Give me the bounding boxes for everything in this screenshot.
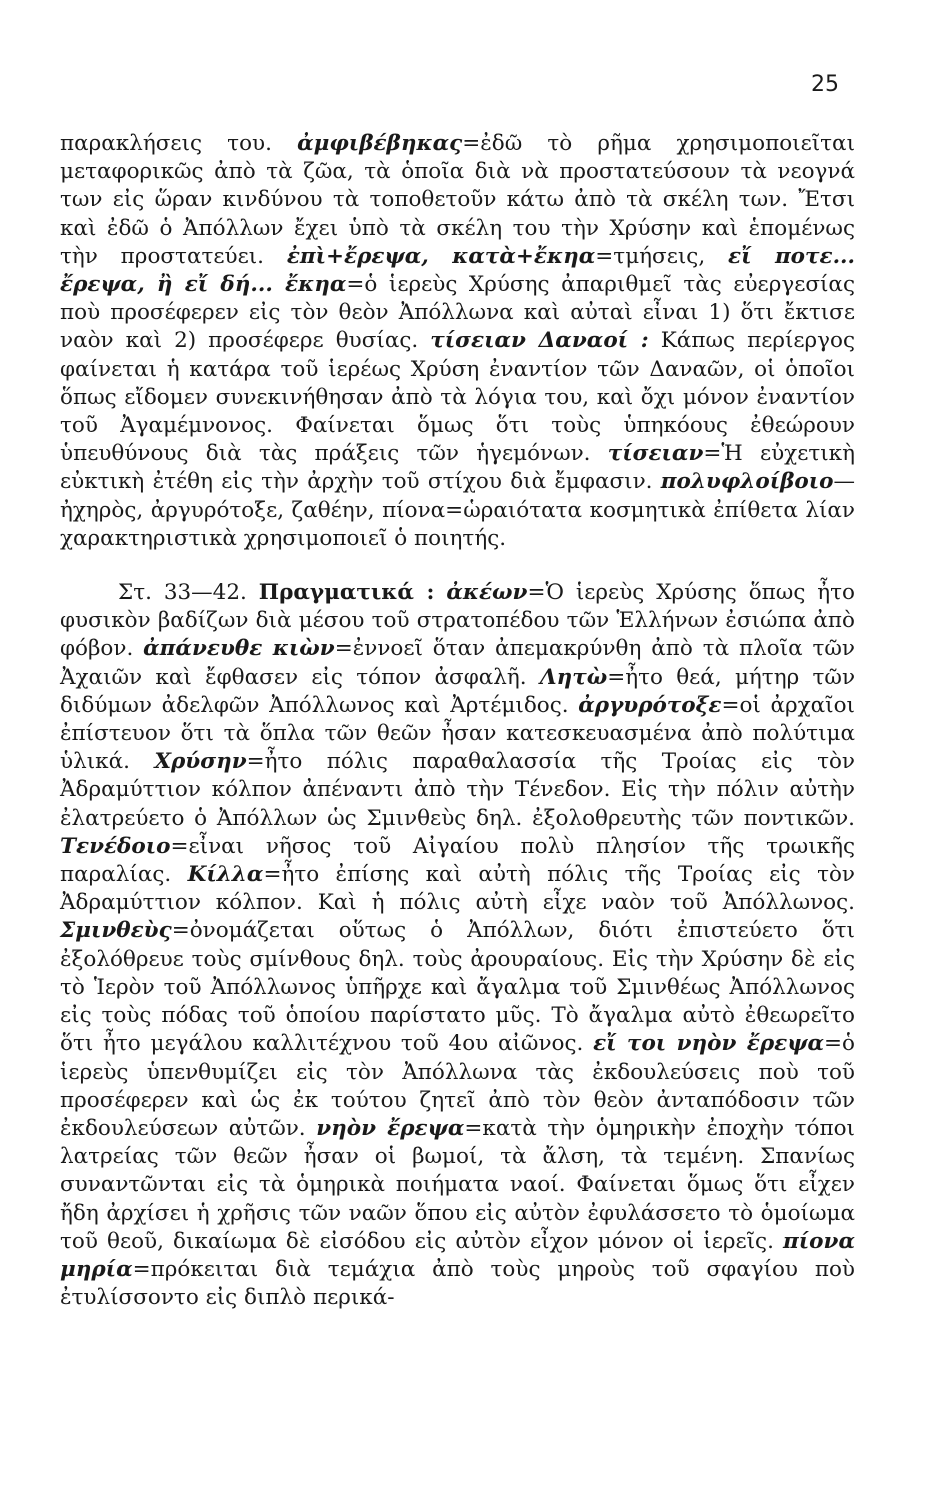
text-run: =ὁ ἱερεὺς ὑπενθυμίζει εἰς τὸν Ἀπόλλωνα τὰς ἐκδουλεύσεις ποὺ τοῦ προσέφερεν καὶ ὡς ἐκ τούτου ζητεῖ ἀπὸ τὸν θεὸν ἀνταπόδοσιν τῶν ἐκδουλεύσεων αὐτῶν. [60, 1031, 855, 1141]
term: Χρύσην [154, 749, 247, 775]
text-run: =ἦτο θεά, μήτηρ τῶν διδύμων ἀδελφῶν Ἀπόλλωνος καὶ Ἀρτέμιδος. [60, 664, 856, 718]
term: Κίλλα [187, 862, 264, 888]
text-run: παρακλήσεις του. [60, 131, 298, 156]
text-run: =Ἡ εὐχετικὴ εὐκτικὴ ἐτέθη εἰς τὴν ἀρχὴν τοῦ στίχου διὰ ἔμφασιν. [60, 441, 855, 495]
term: ἀκέων [446, 580, 528, 606]
text-run: =Ὁ ἱερεὺς Χρύσης ὅπως ἦτο φυσικὸν βαδίζων διὰ μέσου τοῦ στρατοπέδου τῶν Ἑλλήνων ἐσιώπα ἀπὸ φόβον. [60, 580, 855, 662]
term: πολυφλοίβοιο [660, 469, 834, 495]
term: πίονα μηρία [60, 1228, 855, 1282]
text-run: =ἦτο πόλις παραθαλασσία τῆς Τροίας εἰς τὸν Ἀδραμύττιον κόλπον ἀπέναντι ἀπὸ τὴν Τένεδον. Εἰς τὴν πόλιν αὐτὴν ἐλατρεύετο ὁ Ἀπόλλων ὡς Σμινθεὺς δηλ. ἐξολοθρευτὴς τῶν ποντικῶν. [60, 749, 855, 831]
text-run: =ἐδῶ τὸ ρῆμα χρησιμοποιεῖται μεταφορικῶς ἀπὸ τὰ ζῶα, τὰ ὁποῖα διὰ νὰ προστατεύσουν τὰ νεογνά των εἰς ὥραν κινδύνου τὰ τοποθετοῦν κάτω ἀπὸ τὰ σκέλη των. Ἔτσι καὶ ἐδῶ ὁ Ἀπόλλων ἔχει ὑπὸ τὰ σκέλη του τὴν Χρύσην καὶ ἑπομένως τὴν προστατεύει. [60, 131, 855, 269]
term: Λητὼ [539, 664, 608, 690]
commentary-text [60, 130, 855, 1312]
term: ἀπάνευθε κιὼν [143, 636, 335, 662]
term: ἀργυρότοξε [578, 692, 722, 718]
term: εἴ ποτε... ἔρεψα, ἢ εἴ δή... ἔκηα [60, 243, 856, 298]
term: ἀμφιβέβηκας [297, 131, 463, 156]
term: νηὸν ἔρεψα [316, 1115, 465, 1141]
text-run: =ὁ ἱερεὺς Χρύσης ἀπαριθμεῖ τὰς εὐεργεσίας ποὺ προσέφερεν εἰς τὸν θεὸν Ἀπόλλωνα καὶ αὐταὶ εἶναι 1) ὅτι ἔκτισε ναὸν καὶ 2) προσέφερε θυσίας. [60, 272, 855, 354]
term: Σμινθεὺς [60, 918, 172, 944]
paragraph-2 [60, 579, 855, 1312]
term: τίσειαν [607, 441, 704, 467]
text-run: =ἐννοεῖ ὅταν ἀπεμακρύνθη ἀπὸ τὰ πλοῖα τῶν Ἀχαιῶν καὶ ἔφθασεν εἰς τόπον ἀσφαλῆ. [60, 636, 855, 690]
term: εἴ τοι νηὸν ἔρεψα [593, 1031, 825, 1057]
term: τίσειαν Δαναοί : [430, 328, 649, 354]
section-label: Πραγματικά : [258, 580, 435, 606]
text-run: Στ. 33—42. [118, 580, 259, 606]
text-run: =εἶναι νῆσος τοῦ Αἰγαίου πολὺ πλησίον τῆς τρωικῆς παραλίας. [60, 833, 855, 888]
text-run: =ἦτο ἐπίσης καὶ αὐτὴ πόλις τῆς Τροίας εἰς τὸν Ἀδραμύττιον κόλπον. Καὶ ἡ πόλις αὐτὴ εἶχε ναὸν τοῦ Ἀπόλλωνος. [60, 862, 856, 916]
text-run: =πρόκειται διὰ τεμάχια ἀπὸ τοὺς μηροὺς τοῦ σφαγίου ποὺ ἐτυλίσσοντο εἰς διπλὸ περικά- [60, 1256, 855, 1311]
paragraph-1 [60, 130, 855, 553]
text-run: =ὀνομάζεται οὕτως ὁ Ἀπόλλων, διότι ἐπιστεύετο ὅτι ἐξολόθρευε τοὺς σμίνθους δηλ. τοὺς ἀρουραίους. Εἰς τὴν Χρύσην δὲ εἰς τὸ Ἱερὸν τοῦ Ἀπόλλωνος ὑπῆρχε καὶ ἄγαλμα τοῦ Σμινθέως Ἀπόλλωνος εἰς τοὺς πόδας τοῦ ὁποίου παρίστατο μῦς. Τὸ ἄγαλμα αὐτὸ ἐθεωρεῖτο ὅτι ἦτο μεγάλου καλλιτέχνου τοῦ 4ου αἰῶνος. [60, 918, 855, 1057]
text-run: =οἱ ἀρχαῖοι ἐπίστευον ὅτι τὰ ὅπλα τῶν θεῶν ἦσαν κατεσκευασμένα ἀπὸ πολύτιμα ὑλικά. [60, 692, 855, 775]
page-number: 25 [811, 72, 839, 97]
text-run: =τμήσεις, [595, 243, 728, 269]
text-run: Κάπως περίεργος φαίνεται ἡ κατάρα τοῦ ἱερέως Χρύση ἐναντίον τῶν Δαναῶν, οἱ ὁποῖοι ὅπως εἴδομεν συνεκινήθησαν ἀπὸ τὰ λόγια του, καὶ ὄχι μόνον ἐναντίον τοῦ Ἀγαμέμνονος. Φαίνεται ὅμως ὅτι τοὺς ὑπηκόους ἐθεώρουν ὑπευθύνους διὰ τὰς πράξεις τῶν ἡγεμόνων. [60, 328, 856, 467]
text-run: =κατὰ τὴν ὁμηρικὴν ἐποχὴν τόποι λατρείας τῶν θεῶν ἦσαν οἱ βωμοί, τὰ ἄλση, τὰ τεμένη. Σπανίως συναντῶνται εἰς τὰ ὁμηρικὰ ποιήματα ναοί. Φαίνεται ὅμως ὅτι εἶχεν ἤδη ἀρχίσει ἡ χρῆσις τῶν ναῶν ὅπου εἰς αὐτὸν ἐφυλάσσετο τὸ ὁμοίωμα τοῦ θεοῦ, δικαίωμα δὲ εἰσόδου εἰς αὐτὸν εἶχον μόνον οἱ ἱερεῖς. [60, 1115, 855, 1254]
text-run: —ἠχηρὸς, ἀργυρότοξε, ζαθέην, πίονα=ὡραιότατα κοσμητικὰ ἐπίθετα λίαν χαρακτηριστικὰ χρησιμοποιεῖ ὁ ποιητής. [60, 469, 855, 551]
term: ἐπὶ+ἔρεψα, κατὰ+ἔκηα [286, 243, 596, 269]
text-run [434, 580, 446, 605]
term: Τενέδοιο [60, 833, 171, 859]
